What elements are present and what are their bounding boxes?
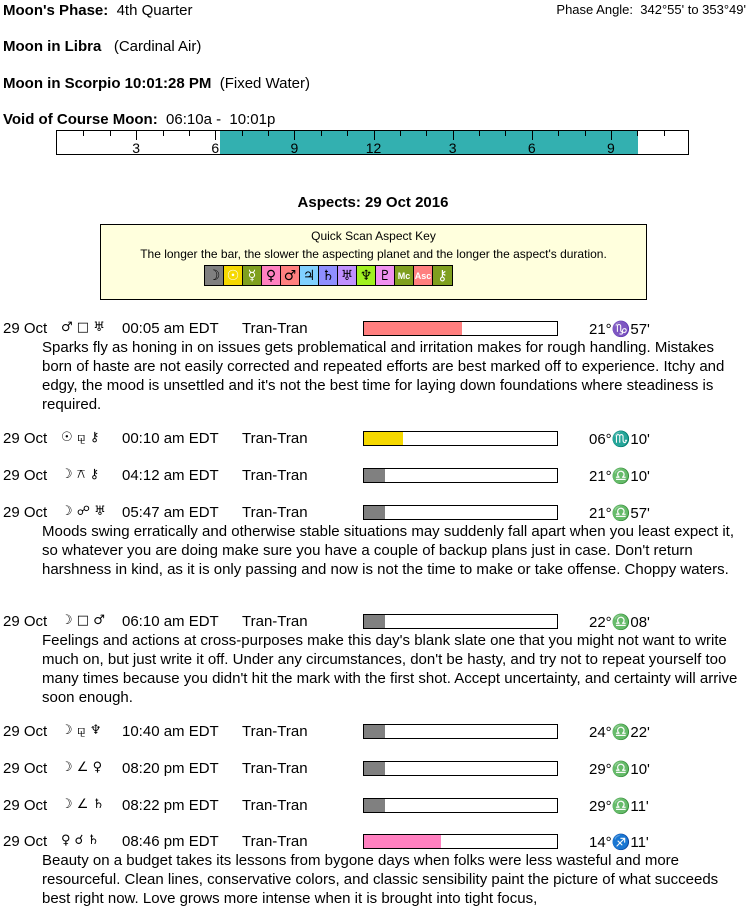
neptune-icon: ♆ (357, 266, 376, 285)
aspect-header (0, 833, 752, 853)
void-of-course-timeline (56, 130, 689, 155)
aspect-kind: Tran-Tran (242, 504, 308, 521)
aspect-duration-bar (363, 798, 558, 813)
aspect-position: 14°♐11' (589, 834, 649, 851)
aspect-date: 29 Oct (3, 320, 48, 337)
aspect-duration-fill (364, 322, 462, 335)
timeline-hour-label: 3 (132, 140, 141, 155)
aspect-description: Sparks fly as honing in on issues gets problematical and irritation makes for rough handling. Mistakes born of haste are not easily corrected and repeated efforts are best marked off to experience. Itchy and edgy, the mood is unsettled and it's not the best time for laying down foundations where steadiness is required. (42, 339, 725, 413)
aspect-date: 29 Oct (3, 430, 48, 447)
aspect-duration-fill (364, 615, 385, 628)
aspect-position: 29°♎11' (589, 798, 649, 815)
aspects-title: Aspects: 29 Oct 2016 (297, 194, 449, 211)
aspect-duration-bar (363, 614, 558, 629)
venus-icon: ♀ (262, 266, 281, 285)
aspect-key-description: The longer the bar, the slower the aspecting planet and the longer the aspect's duration. (140, 247, 607, 261)
timeline-tick (374, 131, 375, 140)
aspect-duration-fill (364, 799, 385, 812)
aspect-date: 29 Oct (3, 760, 48, 777)
aspect-duration-bar (363, 761, 558, 776)
aspect-glyphs: ☽ □ ♂ (61, 613, 105, 628)
mercury-icon: ☿ (243, 266, 262, 285)
aspect-header (0, 320, 752, 340)
aspect-entry (0, 797, 752, 817)
timeline-hour-label: 6 (211, 140, 220, 155)
timeline-hour-label: 9 (290, 140, 299, 155)
timeline-tick (215, 131, 216, 140)
timeline-tick (426, 131, 427, 136)
aspect-entry (0, 833, 752, 908)
aspect-date: 29 Oct (3, 723, 48, 740)
moon-sign-scorpio-value: (Fixed Water) (219, 75, 311, 92)
aspect-time: 05:47 am EDT (122, 504, 219, 521)
aspect-glyphs: ☽ ∠ ♄ (61, 797, 105, 812)
aspect-header (0, 430, 752, 450)
aspect-time: 08:20 pm EDT (122, 760, 219, 777)
timeline-tick (347, 131, 348, 136)
aspect-key-legend (204, 265, 453, 286)
timeline-tick (637, 131, 638, 136)
aspect-glyphs: ♀ ☌ ♄ (61, 833, 100, 848)
aspect-entry (0, 760, 752, 780)
aspect-header (0, 723, 752, 743)
aspect-duration-fill (364, 725, 385, 738)
aspect-kind: Tran-Tran (242, 467, 308, 484)
aspect-description: Moods swing erratically and otherwise stable situations may suddenly fall apart when you least expect it, so whatever you are doing make sure you have a couple of backup plans just in case. Don't return harshness in kind, as it is only passing and now is not the time to make or take offense. Choppy waters. (42, 523, 735, 578)
aspect-duration-bar (363, 834, 558, 849)
aspect-kind: Tran-Tran (242, 430, 308, 447)
chiron-icon: ⚷ (433, 266, 452, 285)
timeline-hour-label: 9 (606, 140, 615, 155)
timeline-tick (83, 131, 84, 136)
moon-icon: ☽ (205, 266, 224, 285)
timeline-tick (532, 131, 533, 140)
moon-phase (3, 2, 192, 19)
aspect-time: 10:40 am EDT (122, 723, 219, 740)
aspect-header (0, 467, 752, 487)
aspect-entry (0, 467, 752, 487)
aspect-entry (0, 320, 752, 414)
phase-angle-label: Phase Angle: (556, 2, 634, 17)
aspect-position: 29°♎10' (589, 761, 650, 778)
aspect-kind: Tran-Tran (242, 723, 308, 740)
phase-angle (556, 2, 746, 17)
aspect-duration-fill (364, 469, 385, 482)
aspect-date: 29 Oct (3, 797, 48, 814)
aspect-duration-bar (363, 724, 558, 739)
timeline-tick (664, 131, 665, 136)
timeline-tick (479, 131, 480, 136)
timeline-tick (400, 131, 401, 136)
aspect-entry (0, 430, 752, 450)
aspect-position: 21°♎57' (589, 505, 650, 522)
aspect-header (0, 797, 752, 817)
aspect-description: Beauty on a budget takes its lessons from bygone days when folks were less wasteful and more resourceful. Clean lines, conservative colors, and classic sensibility paint the picture of what succeeds best right now. Love grows more intense when it is brought into tight focus, (42, 852, 719, 907)
aspect-date: 29 Oct (3, 613, 48, 630)
ascendant-icon: Asc (414, 266, 433, 285)
aspect-date: 29 Oct (3, 504, 48, 521)
aspect-kind: Tran-Tran (242, 760, 308, 777)
pluto-icon: ♇ (376, 266, 395, 285)
aspect-header (0, 504, 752, 524)
timeline-hour-label: 6 (527, 140, 536, 155)
aspect-kind: Tran-Tran (242, 833, 308, 850)
aspect-entry (0, 723, 752, 743)
moon-phase-value: 4th Quarter (116, 2, 193, 19)
aspect-duration-fill (364, 762, 385, 775)
midheaven-icon: Mc (395, 266, 414, 285)
aspect-time: 00:10 am EDT (122, 430, 219, 447)
aspect-time: 08:22 pm EDT (122, 797, 219, 814)
aspect-time: 08:46 pm EDT (122, 833, 219, 850)
aspect-key-box (100, 224, 647, 300)
moon-sign-scorpio-label: Moon in Scorpio 10:01:28 PM (3, 75, 212, 92)
timeline-tick (189, 131, 190, 136)
timeline-tick (110, 131, 111, 136)
timeline-tick (453, 131, 454, 140)
aspect-key-title: Quick Scan Aspect Key (311, 229, 436, 243)
aspect-glyphs: ♂ □ ♅ (61, 320, 105, 335)
moon-phase-label: Moon's Phase: (3, 2, 109, 19)
aspect-entry (0, 504, 752, 579)
aspect-date: 29 Oct (3, 833, 48, 850)
aspect-position: 21°♎10' (589, 468, 650, 485)
void-of-course (3, 111, 275, 128)
mars-icon: ♂ (281, 266, 300, 285)
aspect-position: 06°♏10' (589, 431, 650, 448)
aspect-duration-fill (364, 835, 441, 848)
aspect-glyphs: ☽ ∠ ♀ (61, 760, 103, 775)
timeline-tick (611, 131, 612, 140)
aspect-duration-fill (364, 506, 385, 519)
sun-icon: ☉ (224, 266, 243, 285)
timeline-tick (136, 131, 137, 140)
aspect-time: 00:05 am EDT (122, 320, 219, 337)
aspect-duration-bar (363, 321, 558, 336)
jupiter-icon: ♃ (300, 266, 319, 285)
moon-sign-scorpio (3, 75, 310, 92)
timeline-tick (163, 131, 164, 136)
timeline-tick (558, 131, 559, 136)
aspect-header (0, 760, 752, 780)
aspect-position: 22°♎08' (589, 614, 650, 631)
timeline-hour-label: 3 (448, 140, 457, 155)
saturn-icon: ♄ (319, 266, 338, 285)
timeline-tick (268, 131, 269, 136)
aspect-time: 04:12 am EDT (122, 467, 219, 484)
aspect-position: 21°♑57' (589, 321, 650, 338)
aspect-kind: Tran-Tran (242, 320, 308, 337)
aspect-entry (0, 613, 752, 707)
aspect-glyphs: ☽ ☍ ♅ (61, 504, 106, 519)
aspect-duration-bar (363, 505, 558, 520)
timeline-tick (294, 131, 295, 140)
aspect-glyphs: ☽ ⚼ ♆ (61, 723, 102, 738)
aspect-kind: Tran-Tran (242, 797, 308, 814)
moon-sign-libra-value: (Cardinal Air) (113, 38, 202, 55)
void-of-course-fill (220, 131, 638, 154)
moon-sign-libra-label: Moon in Libra (3, 38, 102, 55)
aspect-description: Feelings and actions at cross-purposes make this day's blank slate one that you might not want to write much on, but just write it off. Under any circumstances, don't be hasty, and try not to repeat yourself too many times because you didn't hit the mark with the first shot. Accept uncertainty, and certainty will arrive soon enough. (42, 632, 738, 706)
uranus-icon: ♅ (338, 266, 357, 285)
aspect-duration-fill (364, 432, 403, 445)
timeline-tick (242, 131, 243, 136)
aspect-duration-bar (363, 431, 558, 446)
aspect-header (0, 613, 752, 633)
aspect-kind: Tran-Tran (242, 613, 308, 630)
aspect-time: 06:10 am EDT (122, 613, 219, 630)
aspect-glyphs: ☽ ⚻ ⚷ (61, 467, 100, 482)
phase-angle-value: 342°55' to 353°49' (640, 2, 746, 17)
void-of-course-value: 06:10a - 10:01p (166, 111, 276, 128)
timeline-tick (321, 131, 322, 136)
aspect-duration-bar (363, 468, 558, 483)
moon-sign-libra (3, 38, 201, 55)
void-of-course-label: Void of Course Moon: (3, 111, 158, 128)
aspect-position: 24°♎22' (589, 724, 650, 741)
aspect-glyphs: ☉ ⚼ ⚷ (61, 430, 100, 445)
timeline-tick (585, 131, 586, 136)
timeline-hour-label: 12 (365, 140, 382, 155)
timeline-tick (505, 131, 506, 136)
aspect-date: 29 Oct (3, 467, 48, 484)
